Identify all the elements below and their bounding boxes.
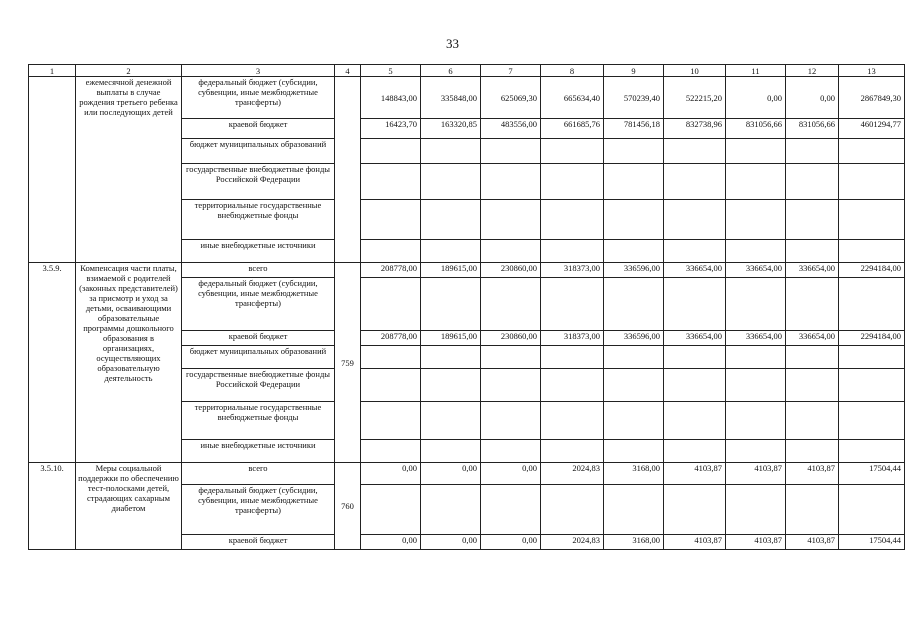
value-cell [664, 402, 726, 440]
table-row [29, 463, 905, 485]
value-cell [786, 200, 839, 240]
value-text: 4103,87 [807, 535, 835, 545]
value-cell [541, 535, 604, 550]
value-cell [421, 263, 481, 278]
value-cell [481, 164, 541, 200]
value-text: 2294184,00 [860, 263, 901, 273]
value-text: 570239,40 [623, 92, 660, 103]
value-cell [664, 278, 726, 331]
value-cell [604, 200, 664, 240]
value-text: 189615,00 [440, 331, 477, 341]
value-cell [421, 440, 481, 463]
value-cell [839, 485, 905, 535]
value-cell [481, 77, 541, 119]
value-cell [481, 535, 541, 550]
value-text: 625069,30 [500, 92, 537, 103]
value-cell [839, 369, 905, 402]
value-text: 335848,00 [440, 92, 477, 103]
funding-source: государственные внебюджетные фонды Российской Федерации [182, 164, 335, 200]
value-text: 0,00 [522, 535, 537, 545]
value-cell [481, 440, 541, 463]
code-cell: 760 [335, 463, 361, 550]
value-cell [839, 139, 905, 164]
budget-table [28, 64, 905, 550]
value-cell [361, 346, 421, 369]
value-text: 2024,83 [572, 463, 600, 473]
value-cell [541, 77, 604, 119]
value-cell [726, 463, 786, 485]
value-text: 163320,85 [440, 119, 477, 129]
value-cell [481, 263, 541, 278]
value-text: 831056,66 [745, 119, 782, 129]
measure-name: Меры социальной поддержки по обеспечению тест-полосками детей, страдающих сахарным диабетом [76, 463, 182, 550]
value-text: 4103,87 [754, 463, 782, 473]
value-text: 148843,00 [380, 92, 417, 103]
value-cell [786, 240, 839, 263]
funding-source: иные внебюджетные источники [182, 440, 335, 463]
value-cell [726, 402, 786, 440]
value-cell [421, 535, 481, 550]
value-text: 832738,96 [685, 119, 722, 129]
value-text: 831056,66 [798, 119, 835, 129]
value-cell [726, 240, 786, 263]
value-text: 2294184,00 [860, 331, 901, 341]
value-text: 483556,00 [500, 119, 537, 129]
value-cell [839, 263, 905, 278]
value-cell [604, 485, 664, 535]
value-cell [604, 369, 664, 402]
header-cell: 12 [786, 65, 839, 77]
value-cell [604, 331, 664, 346]
header-cell: 4 [335, 65, 361, 77]
funding-source: бюджет муниципальных образований [182, 346, 335, 369]
value-cell [786, 440, 839, 463]
value-cell [786, 369, 839, 402]
value-cell [664, 346, 726, 369]
value-cell [361, 77, 421, 119]
value-text: 0,00 [402, 463, 417, 473]
value-cell [664, 139, 726, 164]
value-cell [664, 77, 726, 119]
value-cell [726, 263, 786, 278]
value-cell [361, 139, 421, 164]
funding-source: территориальные государственные внебюджетные фонды [182, 402, 335, 440]
value-cell [726, 139, 786, 164]
funding-source: территориальные государственные внебюджетные фонды [182, 200, 335, 240]
funding-source: краевой бюджет [182, 535, 335, 550]
value-cell [786, 119, 839, 139]
value-text: 189615,00 [440, 263, 477, 273]
value-cell [839, 346, 905, 369]
code-cell [335, 77, 361, 263]
value-cell [541, 331, 604, 346]
value-cell [421, 463, 481, 485]
value-cell [421, 77, 481, 119]
value-cell [664, 119, 726, 139]
value-text: 781456,18 [623, 119, 660, 129]
value-cell [786, 278, 839, 331]
value-cell [541, 440, 604, 463]
value-cell [604, 346, 664, 369]
value-text: 4103,87 [694, 535, 722, 545]
value-cell [664, 263, 726, 278]
value-text: 318373,00 [563, 263, 600, 273]
value-cell [541, 263, 604, 278]
value-cell [421, 139, 481, 164]
table-row [29, 263, 905, 278]
value-cell [361, 440, 421, 463]
code-cell: 759 [335, 263, 361, 463]
value-cell [839, 331, 905, 346]
value-text: 336654,00 [685, 263, 722, 273]
value-cell [541, 240, 604, 263]
value-cell [361, 278, 421, 331]
funding-source: всего [182, 463, 335, 485]
value-cell [361, 240, 421, 263]
value-cell [786, 535, 839, 550]
value-cell [421, 240, 481, 263]
value-cell [726, 440, 786, 463]
funding-source: бюджет муниципальных образований [182, 139, 335, 164]
value-cell [839, 535, 905, 550]
value-text: 3168,00 [632, 463, 660, 473]
value-cell [786, 164, 839, 200]
value-cell [541, 369, 604, 402]
header-cell: 11 [726, 65, 786, 77]
measure-name: Компенсация части платы, взимаемой с родителей (законных представителей) за присмотр и уход за детьми, осваивающими образовательные программы дошкольного образования в организациях, осуществляющих образовательную деятельность [76, 263, 182, 463]
header-cell: 5 [361, 65, 421, 77]
value-cell [604, 535, 664, 550]
value-cell [481, 200, 541, 240]
value-cell [481, 240, 541, 263]
funding-source: федеральный бюджет (субсидии, субвенции, иные межбюджетные трансферты) [182, 278, 335, 331]
value-cell [839, 463, 905, 485]
value-cell [481, 485, 541, 535]
value-cell [361, 119, 421, 139]
value-cell [664, 240, 726, 263]
value-cell [726, 369, 786, 402]
value-text: 16423,70 [385, 119, 417, 129]
value-cell [664, 164, 726, 200]
value-cell [361, 402, 421, 440]
value-cell [839, 200, 905, 240]
value-cell [361, 535, 421, 550]
value-cell [786, 331, 839, 346]
value-cell [481, 139, 541, 164]
header-cell: 2 [76, 65, 182, 77]
header-cell: 13 [839, 65, 905, 77]
value-text: 336596,00 [623, 263, 660, 273]
value-cell [839, 164, 905, 200]
value-cell [839, 240, 905, 263]
funding-source: федеральный бюджет (субсидии, субвенции, иные межбюджетные трансферты) [182, 485, 335, 535]
value-cell [726, 346, 786, 369]
value-cell [421, 119, 481, 139]
value-cell [421, 200, 481, 240]
value-cell [541, 463, 604, 485]
header-row [29, 65, 905, 77]
value-text: 336654,00 [745, 331, 782, 341]
value-cell [726, 278, 786, 331]
value-cell [541, 200, 604, 240]
value-text: 0,00 [402, 535, 417, 545]
value-text: 2024,83 [572, 535, 600, 545]
value-cell [421, 278, 481, 331]
value-text: 0,00 [462, 463, 477, 473]
value-cell [541, 164, 604, 200]
value-cell [604, 263, 664, 278]
funding-source: краевой бюджет [182, 119, 335, 139]
header-cell: 6 [421, 65, 481, 77]
header-cell: 10 [664, 65, 726, 77]
value-cell [604, 119, 664, 139]
value-cell [361, 263, 421, 278]
value-cell [541, 402, 604, 440]
value-cell [361, 331, 421, 346]
table-row [29, 77, 905, 119]
header-cell: 3 [182, 65, 335, 77]
value-cell [604, 463, 664, 485]
value-text: 2867849,30 [860, 92, 901, 103]
value-cell [361, 164, 421, 200]
value-cell [664, 535, 726, 550]
value-cell [786, 463, 839, 485]
value-cell [421, 164, 481, 200]
table-body [29, 65, 905, 550]
funding-source: государственные внебюджетные фонды Российской Федерации [182, 369, 335, 402]
header-cell: 9 [604, 65, 664, 77]
value-cell [604, 240, 664, 263]
funding-source: федеральный бюджет (субсидии, субвенции, иные межбюджетные трансферты) [182, 77, 335, 119]
value-text: 17504,44 [869, 463, 901, 473]
header-cell: 8 [541, 65, 604, 77]
value-text: 4103,87 [807, 463, 835, 473]
value-cell [421, 331, 481, 346]
row-number [29, 77, 76, 263]
value-text: 336654,00 [798, 263, 835, 273]
value-cell [839, 119, 905, 139]
value-text: 522215,20 [685, 92, 722, 103]
value-cell [361, 463, 421, 485]
value-text: 0,00 [820, 92, 835, 103]
value-cell [541, 485, 604, 535]
value-cell [839, 278, 905, 331]
value-cell [541, 278, 604, 331]
value-text: 336596,00 [623, 331, 660, 341]
value-cell [726, 164, 786, 200]
value-cell [481, 331, 541, 346]
value-cell [726, 200, 786, 240]
value-text: 336654,00 [745, 263, 782, 273]
value-cell [726, 485, 786, 535]
value-text: 0,00 [522, 463, 537, 473]
value-text: 208778,00 [380, 331, 417, 341]
value-cell [786, 346, 839, 369]
value-cell [421, 402, 481, 440]
value-cell [664, 485, 726, 535]
value-cell [839, 402, 905, 440]
value-cell [604, 164, 664, 200]
value-text: 665634,40 [563, 92, 600, 103]
value-cell [726, 331, 786, 346]
value-text: 0,00 [462, 535, 477, 545]
funding-source: краевой бюджет [182, 331, 335, 346]
measure-name: ежемесячной денежной выплаты в случае рождения третьего ребенка или последующих детей [76, 77, 182, 263]
value-cell [786, 402, 839, 440]
value-cell [481, 119, 541, 139]
value-text: 336654,00 [685, 331, 722, 341]
value-text: 230860,00 [500, 263, 537, 273]
value-cell [786, 139, 839, 164]
value-cell [421, 346, 481, 369]
value-cell [839, 440, 905, 463]
value-cell [541, 346, 604, 369]
value-cell [726, 77, 786, 119]
value-text: 0,00 [767, 92, 782, 103]
value-cell [786, 263, 839, 278]
value-text: 661685,76 [563, 119, 600, 129]
value-cell [361, 369, 421, 402]
value-text: 230860,00 [500, 331, 537, 341]
value-cell [481, 463, 541, 485]
value-cell [541, 119, 604, 139]
value-cell [361, 200, 421, 240]
value-cell [664, 369, 726, 402]
value-text: 4601294,77 [860, 119, 901, 129]
value-text: 17504,44 [869, 535, 901, 545]
value-cell [541, 139, 604, 164]
value-text: 336654,00 [798, 331, 835, 341]
row-number: 3.5.10. [29, 463, 76, 550]
funding-source: иные внебюджетные источники [182, 240, 335, 263]
value-cell [604, 402, 664, 440]
value-cell [726, 535, 786, 550]
value-cell [481, 402, 541, 440]
value-cell [664, 200, 726, 240]
header-cell: 1 [29, 65, 76, 77]
value-cell [839, 77, 905, 119]
page-number: 33 [446, 36, 459, 51]
value-cell [481, 346, 541, 369]
value-cell [481, 369, 541, 402]
value-cell [726, 119, 786, 139]
value-cell [481, 278, 541, 331]
value-text: 3168,00 [632, 535, 660, 545]
value-cell [361, 485, 421, 535]
value-cell [421, 369, 481, 402]
value-cell [604, 278, 664, 331]
value-cell [664, 440, 726, 463]
value-cell [604, 77, 664, 119]
value-cell [664, 463, 726, 485]
value-cell [664, 331, 726, 346]
value-cell [604, 440, 664, 463]
value-cell [421, 485, 481, 535]
value-text: 4103,87 [694, 463, 722, 473]
value-cell [786, 485, 839, 535]
row-number: 3.5.9. [29, 263, 76, 463]
header-cell: 7 [481, 65, 541, 77]
value-text: 208778,00 [380, 263, 417, 273]
value-cell [604, 139, 664, 164]
funding-source: всего [182, 263, 335, 278]
value-text: 4103,87 [754, 535, 782, 545]
value-cell [786, 77, 839, 119]
value-text: 318373,00 [563, 331, 600, 341]
